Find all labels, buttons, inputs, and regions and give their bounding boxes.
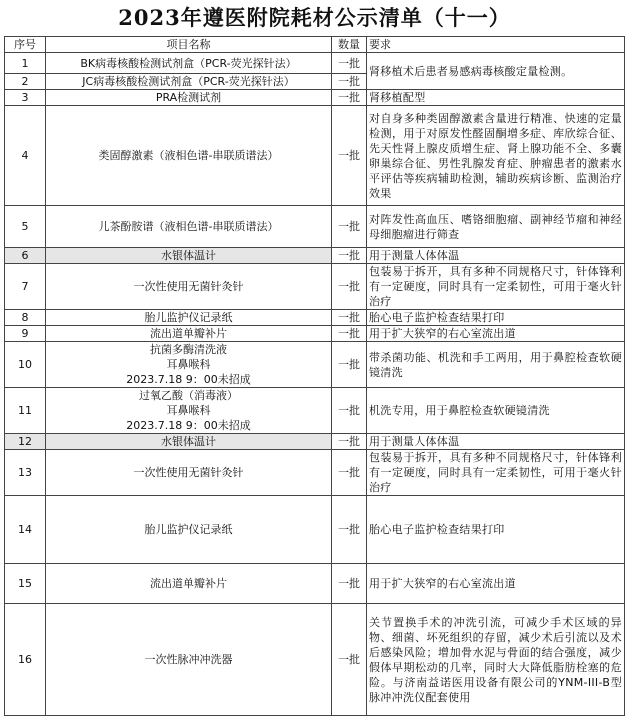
table-row	[5, 90, 625, 106]
item-requirement: 胎心电子监护检查结果打印	[367, 310, 625, 326]
item-name-line: 一次性使用无菌针灸针	[133, 466, 244, 479]
item-name-line: PRA检测试剂	[155, 91, 222, 104]
item-name	[46, 604, 332, 716]
row-number: 3	[5, 90, 46, 106]
row-number: 7	[5, 264, 46, 310]
table-row	[5, 264, 625, 310]
item-name	[46, 342, 332, 388]
item-requirement: 包装易于拆开，具有多种不同规格尺寸，针体锋利有一定硬度，同时具有一定柔韧性，可用于毫火针治疗	[367, 450, 625, 496]
item-requirement: 对自身多种类固醇激素含量进行精准、快速的定量检测，用于对原发性醛固酮增多症、库欣综合征、先天性肾上腺皮质增生症、肾上腺功能不全、多囊卵巢综合征、男性乳腺发育症、肿瘤患者的激素水平评估等疾病辅助检测，辅助疾病诊断、监测治疗效果	[367, 106, 625, 206]
table-row	[5, 564, 625, 604]
header-no: 序号	[5, 37, 46, 53]
row-number: 15	[5, 564, 46, 604]
item-quantity: 一批	[332, 53, 367, 74]
table-row	[5, 248, 625, 264]
item-name	[46, 206, 332, 248]
item-requirement: 胎心电子监护检查结果打印	[367, 496, 625, 564]
row-number: 4	[5, 106, 46, 206]
item-requirement: 用于测量人体体温	[367, 434, 625, 450]
page-title: 2023年遵医附院耗材公示清单（十一）	[118, 5, 511, 30]
table-row	[5, 450, 625, 496]
header-name: 项目名称	[46, 37, 332, 53]
item-quantity: 一批	[332, 264, 367, 310]
row-number: 11	[5, 388, 46, 434]
item-name-line: 胎儿监护仪记录纸	[144, 523, 233, 536]
item-requirement: 肾移植配型	[367, 90, 625, 106]
row-number: 8	[5, 310, 46, 326]
table-row	[5, 388, 625, 434]
table-row	[5, 326, 625, 342]
table-row	[5, 434, 625, 450]
item-requirement: 带杀菌功能、机洗和手工两用，用于鼻腔检查软硬镜清洗	[367, 342, 625, 388]
item-name-line: 水银体温计	[161, 249, 216, 262]
row-number: 12	[5, 434, 46, 450]
item-name	[46, 248, 332, 264]
item-requirement: 用于扩大狭窄的右心室流出道	[367, 326, 625, 342]
item-quantity: 一批	[332, 326, 367, 342]
item-name	[46, 496, 332, 564]
item-name-line: 类固醇激素（液相色谱-串联质谱法）	[98, 149, 279, 162]
item-quantity: 一批	[332, 496, 367, 564]
item-requirement: 包装易于拆开，具有多种不同规格尺寸，针体锋利有一定硬度，同时具有一定柔韧性，可用于毫火针治疗	[367, 264, 625, 310]
table-row	[5, 342, 625, 388]
item-name-line: 耳鼻喉科	[166, 404, 211, 417]
row-number: 13	[5, 450, 46, 496]
consumables-table	[4, 36, 625, 716]
item-quantity: 一批	[332, 450, 367, 496]
item-requirement: 对阵发性高血压、嗜铬细胞瘤、副神经节瘤和神经母细胞瘤进行筛查	[367, 206, 625, 248]
header-req: 要求	[367, 37, 625, 53]
item-name-line: 胎儿监护仪记录纸	[144, 311, 233, 324]
item-quantity: 一批	[332, 342, 367, 388]
item-quantity: 一批	[332, 434, 367, 450]
item-name	[46, 106, 332, 206]
item-name-line: 流出道单瓣补片	[150, 327, 227, 340]
item-name	[46, 264, 332, 310]
item-quantity: 一批	[332, 388, 367, 434]
table-header-row	[5, 37, 625, 53]
item-name-line: BK病毒核酸检测试剂盒（PCR-荧光探针法）	[80, 56, 297, 70]
item-name	[46, 53, 332, 74]
item-name-line: 流出道单瓣补片	[150, 577, 227, 590]
item-quantity: 一批	[332, 604, 367, 716]
item-name	[46, 74, 332, 90]
table-row	[5, 310, 625, 326]
item-quantity: 一批	[332, 564, 367, 604]
item-requirement: 关节置换手术的冲洗引流，可减少手术区域的异物、细菌、坏死组织的存留，减少术后引流以及术后感染风险；增加骨水泥与骨面的结合强度，减少假体早期松动的几率，同时大大降低脂肪栓塞的危险。与济南益诺医用设备有限公司的YNM-III-B型脉冲冲洗仪配套使用	[367, 604, 625, 716]
item-quantity: 一批	[332, 106, 367, 206]
row-number: 9	[5, 326, 46, 342]
item-name-line: 2023.7.18 9：00未招成	[126, 419, 251, 432]
item-quantity: 一批	[332, 310, 367, 326]
item-name	[46, 564, 332, 604]
item-name	[46, 450, 332, 496]
item-name-line: 一次性使用无菌针灸针	[133, 280, 244, 293]
item-quantity: 一批	[332, 90, 367, 106]
table-row	[5, 106, 625, 206]
row-number: 6	[5, 248, 46, 264]
item-name-line: 2023.7.18 9：00未招成	[126, 373, 251, 386]
item-name	[46, 90, 332, 106]
item-quantity: 一批	[332, 74, 367, 90]
item-name	[46, 434, 332, 450]
item-name-line: 抗菌多酶清洗液	[150, 343, 227, 356]
item-name	[46, 326, 332, 342]
row-number: 16	[5, 604, 46, 716]
item-quantity: 一批	[332, 248, 367, 264]
item-name-line: 耳鼻喉科	[166, 358, 211, 371]
item-name-line: 过氧乙酸（消毒液）	[139, 389, 238, 402]
item-name	[46, 310, 332, 326]
table-row	[5, 53, 625, 74]
row-number: 2	[5, 74, 46, 90]
table-row	[5, 206, 625, 248]
item-requirement: 机洗专用，用于鼻腔检查软硬镜清洗	[367, 388, 625, 434]
table-row	[5, 496, 625, 564]
row-number: 10	[5, 342, 46, 388]
table-row	[5, 604, 625, 716]
item-requirement: 肾移植术后患者易感病毒核酸定量检测。	[367, 53, 625, 90]
item-name-line: JC病毒核酸检测试剂盒（PCR-荧光探针法）	[82, 75, 295, 88]
row-number: 5	[5, 206, 46, 248]
item-name-line: 水银体温计	[161, 435, 216, 448]
row-number: 14	[5, 496, 46, 564]
item-name-line: 儿茶酚胺谱（液相色谱-串联质谱法）	[98, 220, 279, 233]
item-requirement: 用于测量人体体温	[367, 248, 625, 264]
item-name	[46, 388, 332, 434]
item-name-line: 一次性脉冲冲洗器	[144, 653, 233, 666]
row-number: 1	[5, 53, 46, 74]
item-requirement: 用于扩大狭窄的右心室流出道	[367, 564, 625, 604]
item-quantity: 一批	[332, 206, 367, 248]
header-qty: 数量	[332, 37, 367, 53]
